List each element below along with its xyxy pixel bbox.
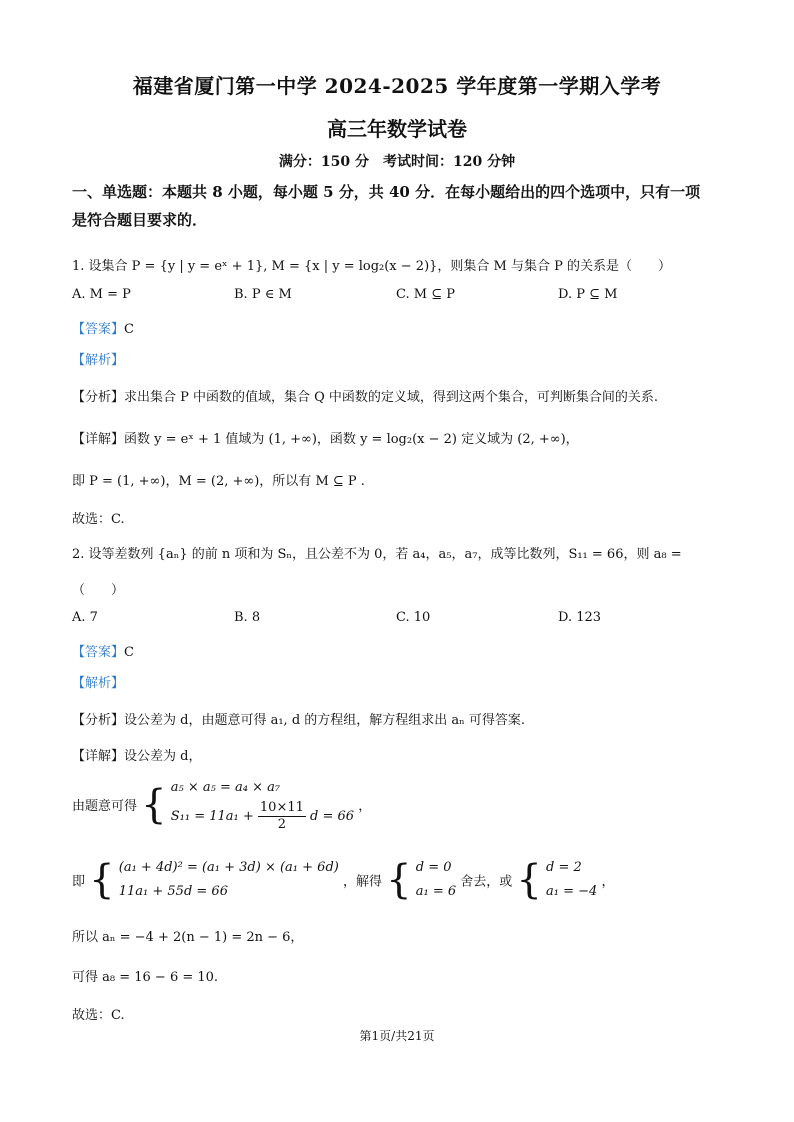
left-brace-icon: {: [89, 857, 115, 903]
system1-intro: 由题意可得: [72, 799, 138, 814]
solution-tail: ，: [601, 874, 615, 890]
solution2-eq1: d = 2: [546, 860, 582, 875]
system2-eq2: 11a₁ + 55d = 66: [118, 884, 228, 899]
q1-stem: 1. 设集合 P = {y | y = eˣ + 1}, M = {x | y = log₂(x − 2)}，则集合 M 与集合 P 的关系是（ ）: [72, 259, 671, 274]
system2-equations: [119, 856, 339, 904]
left-brace-icon: {: [141, 781, 167, 828]
q2-option-c: C. 10: [396, 610, 431, 625]
q2-answer: [72, 641, 134, 660]
solution2-eq2: a₁ = −4: [546, 884, 598, 899]
section-heading: [72, 178, 732, 234]
fraction-numerator: 10×11: [259, 800, 304, 815]
system1-eq1: a₅ × a₅ = a₄ × a₇: [170, 780, 281, 795]
q2-conclusion: 故选：C.: [72, 1008, 125, 1023]
section-heading-line2: 是符合题目要求的．: [72, 211, 208, 229]
q2-line-an: 所以 aₙ = −4 + 2(n − 1) = 2n − 6，: [72, 930, 304, 945]
system2-eq1: (a₁ + 4d)² = (a₁ + 3d) × (a₁ + 6d): [118, 860, 339, 875]
q1-fenxi: 【分析】求出集合 P 中函数的值域，集合 Q 中函数的定义域，得到这两个集合，可判断集合间的关系.: [72, 390, 659, 405]
system1-equations: [171, 776, 354, 833]
answer-value: C: [124, 322, 134, 337]
q2-system2: [72, 856, 614, 904]
q2-detail1: 【详解】设公差为 d，: [72, 749, 202, 764]
discard-word: 舍去，或: [460, 874, 513, 890]
answer-value: C: [124, 645, 134, 660]
q2-option-b: B. 8: [234, 610, 261, 625]
q2-stem: 2. 设等差数列 {aₙ} 的前 n 项和为 Sₙ，且公差不为 0，若 a₄，a₅，a₇，成等比数列，S₁₁ = 66，则 a₈ =: [72, 547, 682, 562]
system1-tail: ，: [358, 799, 372, 814]
q1-conclusion: 故选：C.: [72, 512, 125, 527]
q2-system1: [72, 776, 371, 833]
q2-line-a8: 可得 a₈ = 16 − 6 = 10.: [72, 970, 219, 985]
answer-tag: 【答案】: [72, 322, 125, 337]
solution1-eq2: a₁ = 6: [415, 884, 457, 899]
system1-eq2-left: S₁₁ = 11a₁ +: [170, 809, 254, 824]
q1-option-c: C. M ⊆ P: [396, 287, 455, 302]
page-number: 第1页/共21页: [359, 1029, 435, 1043]
solve-word: ，解得: [342, 874, 382, 890]
solution1: [416, 856, 456, 904]
solution2: [546, 856, 597, 904]
q2-option-a: A. 7: [72, 610, 98, 625]
q2-stem-cont: （ ）: [72, 583, 125, 598]
system1-eq2-right: d = 66: [310, 809, 355, 824]
q1-detail1: 【详解】函数 y = eˣ + 1 值域为 (1, +∞)，函数 y = log₂(x − 2) 定义域为 (2, +∞)，: [72, 432, 579, 447]
q2-fenxi: 【分析】设公差为 d，由题意可得 a₁, d 的方程组，解方程组求出 aₙ 可得答案.: [72, 713, 526, 728]
q1-analysis-tag: 【解析】: [72, 353, 125, 368]
answer-tag: 【答案】: [72, 645, 125, 660]
exam-info: 满分：150 分 考试时间：120 分钟: [278, 154, 516, 170]
system2-intro: 即: [72, 874, 86, 890]
section-heading-line1: 一、单选题：本题共 8 小题，每小题 5 分，共 40 分．在每小题给出的四个选项中，只有一项: [72, 183, 701, 201]
fraction-denominator: 2: [277, 817, 287, 832]
q1-option-a: A. M = P: [72, 287, 131, 302]
fraction: [258, 800, 306, 833]
left-brace-icon: {: [516, 857, 542, 903]
left-brace-icon: {: [386, 857, 412, 903]
q1-answer: [72, 318, 134, 337]
q2-option-d: D. 123: [558, 610, 602, 625]
system1-eq2: [171, 800, 354, 833]
solution1-eq1: d = 0: [415, 860, 452, 875]
q1-option-d: D. P ⊆ M: [558, 287, 618, 302]
exam-title-line2: 高三年数学试卷: [327, 117, 467, 141]
q1-detail2: 即 P = (1, +∞)，M = (2, +∞)，所以有 M ⊆ P .: [72, 474, 365, 489]
q2-analysis-tag: 【解析】: [72, 676, 125, 691]
q1-option-b: B. P ∈ M: [234, 287, 292, 302]
exam-title-line1: 福建省厦门第一中学 2024-2025 学年度第一学期入学考: [132, 74, 662, 98]
